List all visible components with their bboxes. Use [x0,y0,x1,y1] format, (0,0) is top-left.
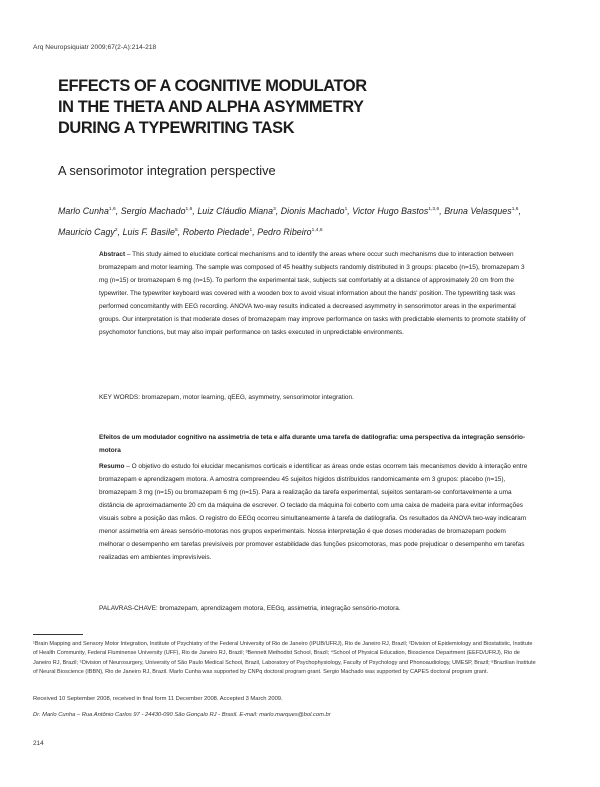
abstract [99,249,532,340]
author-name [58,227,118,237]
author-affiliation-marker: 2 [114,228,118,233]
author-name-text: Dionis Machado [280,206,345,216]
author-name-text: Luis F. Basile [122,227,175,237]
author-affiliation-marker: 1 [249,228,253,233]
resumo-label: Resumo [99,463,125,470]
author-affiliation-marker: 5 [174,228,178,233]
author-name [58,206,116,216]
author-name [121,206,193,216]
author-name-text: Luiz Cláudio Miana [197,206,274,216]
author-name-text: Mauricio Cagy [58,227,115,237]
author-name [281,206,348,216]
keywords: KEY WORDS: bromazepam, motor learning, qEEG, asymmetry, sensorimotor integration. [99,394,354,401]
author-name [183,227,253,237]
footnote-divider [33,634,83,635]
author-name-text: Roberto Piedade [182,227,250,237]
author-name-text: Bruna Velasques [444,206,512,216]
author-affiliation-marker: 3 [273,207,276,212]
title-line-2: IN THE THETA AND ALPHA ASYMMETRY [58,98,364,116]
author-affiliation-marker: 1,3,6 [428,207,440,212]
author-name [257,227,322,237]
correspondence-address: Dr. Marlo Cunha – Rua Antônio Carlos 97 - 24430-090 São Gonçalo RJ - Brasil. E-mail: marlo.marques@bol.com.br [33,712,331,718]
resumo-text: – O objetivo do estudo foi elucidar mecanismos corticais e identificar as áreas onde estas ocorrem tais mecanismos devido à interação entre bromazepam e aprendizagem motora. A amostra compreendeu 45 sujeitos hígidos distribuídos randomicamente em 3 grupos: placebo (n=15), bromazepam 3 mg (n=15) ou bromazepam 6 mg (n=15). Para a realização da tarefa experimental, sujeitos sentaram-se confortavelmente a uma distância de aproximadamente 20 cm da máquina de escrever. O teclado da máquina foi coberto com uma caixa de madeira para evitar informações visuais sobre a posição das mãos. O registro do EEGq ocorreu simultaneamente à tarefa de datilografia. Os resultados da ANOVA two-way indicaram menor assimetria em áreas sensório-motoras nos grupos experimentais. Nossa interpretação é que doses moderadas de bromazepam podem melhorar o desempenho em tarefas previsíveis por promover estabilidade das funções psicomotoras, mas pode prejudicar o desempenho em tarefas realizadas em ambientes imprevisíveis. [99,463,528,561]
portuguese-keywords: PALAVRAS-CHAVE: bromazepam, aprendizagem motora, EEGq, assimetria, integração sensório-motora. [99,605,401,612]
author-name-text: Marlo Cunha [58,206,109,216]
author-list: Marlo Cunha$^{1,6}$, Sergio Machado$^{1,6}$, Luiz Cláudio Miana$^3$, Dionis Machado$^1$, Victor Hugo Bastos$^{1,3,6}$, Bruna Velasques$^{1,6}$, Mauricio Cagy$^2$, Luis F. Basile$^5$, Roberto Piedade$^1$, Pedro Ribeiro$^{1,4,6}$ [58,206,522,237]
title-line-1: EFFECTS OF A COGNITIVE MODULATOR [58,77,367,95]
received-dates: Received 10 September 2008, received in final form 11 December 2008. Accepted 3 March 2009. [33,696,283,702]
author-affiliation-marker: 1 [344,207,348,212]
portuguese-title: Efeitos de um modulador cognitivo na assimetria de teta e alfa durante uma tarefa de datilografia: uma perspectiva da integração sensório-motora [99,434,526,454]
abstract-label: Abstract [99,251,126,258]
author-affiliation-marker: 1,6 [185,207,193,212]
article-title [58,76,538,139]
article-subtitle: A sensorimotor integration perspective [58,163,276,178]
page-number: 214 [33,740,44,747]
author-name-text: Sergio Machado [120,206,186,216]
affiliations-footnote: ¹Brain Mapping and Sensory Motor Integration, Institute of Psychiatry of the Federal University of Rio de Janeiro (IPUB/UFRJ), Rio de Janeiro RJ, Brazil; ²Division of Epidemiology and Biostatistic, Institute of Health Community, Federal Fluminense University (UFF), Rio de Janeiro RJ, Brazil; ³Bennett Methodist School, Brazil; ⁴School of Physical Education, Bioscience Department (EEFD/UFRJ), Rio de Janeiro RJ, Brazil; ⁵Division of Neurosurgery, University of São Paulo Medical School, Brazil, Laboratory of Psychophysiology, Faculty of Psychology and Phonoaudiology, UMESP, Brazil; ⁶Brazilian Institute of Neural Bioscience (IBBN), Rio de Janeiro RJ, Brazil. Marlo Cunha was supported by CNPq doctoral program grant. Sergio Machado was supported by CAPES doctoral program grant. [33,641,536,676]
author-affiliation-marker: 1,4,6 [311,228,323,233]
author-name [352,206,439,216]
author-name [197,206,275,216]
author-affiliation-marker: 1,6 [108,207,116,212]
author-name-text: Pedro Ribeiro [257,227,312,237]
author-affiliation-marker: 1,6 [511,207,519,212]
title-line-3: DURING A TYPEWRITING TASK [58,119,295,137]
author-name [123,227,178,237]
journal-reference: Arq Neuropsiquiatr 2009;67(2-A):214-218 [33,44,157,51]
abstract-text: – This study aimed to elucidate cortical mechanisms and to identify the areas where occur such mechanisms due to interaction between bromazepam and motor learning. The sample was composed of 45 healthy subjects randomly distributed in 3 groups: placebo (n=15), bromazepam 3 mg (n=15) or bromazepam 6 mg (n=15). To perform the experimental task, subjects sat comfortably at a distance of approximately 20 cm from the typewriter. The typewriter keyboard was covered with a wooden box to avoid visual information about the hands' position. The typewriting task was performed concomitantly with EEG recording. ANOVA two-way results indicated a decreased asymmetry in sensorimotor areas in the experimental groups. Our interpretation is that moderate doses of bromazepam may improve performance on tasks with predictable elements to promote stability of psychomotor functions, but may also impair performance on tasks executed in unpredictable environments. [99,251,526,336]
author-name-text: Victor Hugo Bastos [352,206,429,216]
author-name [444,206,518,216]
portuguese-abstract [99,461,532,565]
